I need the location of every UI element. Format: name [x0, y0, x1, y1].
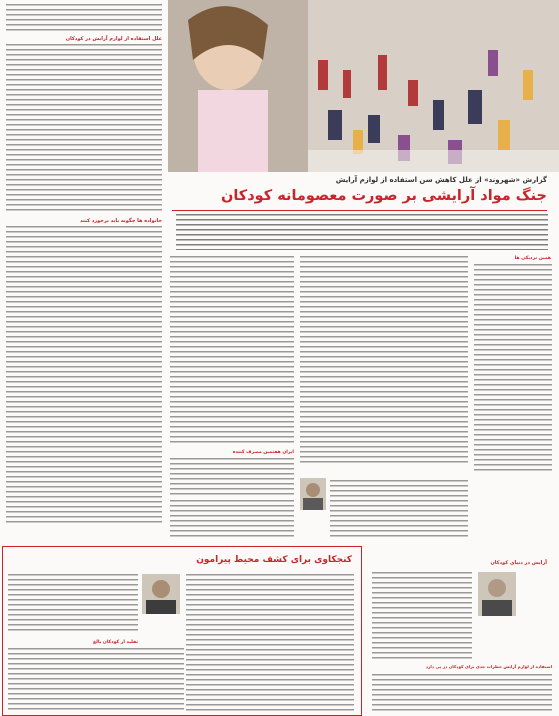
box-left-subhead: تقلید از کودکان بالغ — [93, 640, 138, 645]
avatar-expert-3 — [478, 572, 516, 616]
center-heading: ایران هفتمین مصرف کننده — [232, 450, 294, 455]
center-col-text-2 — [170, 458, 294, 498]
avatar-expert-1 — [300, 478, 326, 510]
headline-kicker: گزارش «شهروند» از علل کاهش سن استفاده از لوازم آرایش — [335, 176, 547, 184]
left-col-heading-2: خانواده ها چگونه باید برخورد کنند — [80, 218, 162, 224]
center-col-text — [170, 256, 294, 446]
box-left-text-3 — [8, 648, 184, 712]
box-right-text-1 — [372, 572, 472, 660]
avatar-expert-1-caption — [170, 500, 294, 538]
avatar-expert-2 — [142, 574, 180, 614]
center-left-col-text — [300, 256, 468, 466]
box-right-sub: استفاده از لوازم آرایش خطرات جدی برای کودکان در پی دارد — [425, 664, 552, 669]
left-col-text-2 — [6, 226, 162, 526]
box-left-title: کنجکاوی برای کشف محیط پیرامون — [196, 555, 352, 565]
box-left-text-1 — [186, 574, 354, 714]
headline-title: جنگ مواد آرایشی بر صورت معصومانه کودکان — [220, 188, 547, 204]
box-right-text-2 — [372, 674, 552, 714]
right-col-text — [474, 264, 552, 474]
center-right-text — [330, 480, 468, 538]
box-left-text-2 — [8, 574, 138, 634]
right-col-heading: همین نزدیکی ها — [514, 256, 551, 261]
left-col-text-1 — [6, 44, 162, 214]
lead-paragraph — [176, 214, 548, 250]
left-col-text-top — [6, 4, 162, 34]
box-right-heading: آرایش در دنیای کودکان — [490, 560, 547, 566]
left-col-heading-1: علل استفاده از لوازم آرایش در کودکان — [65, 36, 162, 42]
headline-rule — [172, 210, 547, 211]
photo-children-cosmetics — [168, 0, 559, 172]
